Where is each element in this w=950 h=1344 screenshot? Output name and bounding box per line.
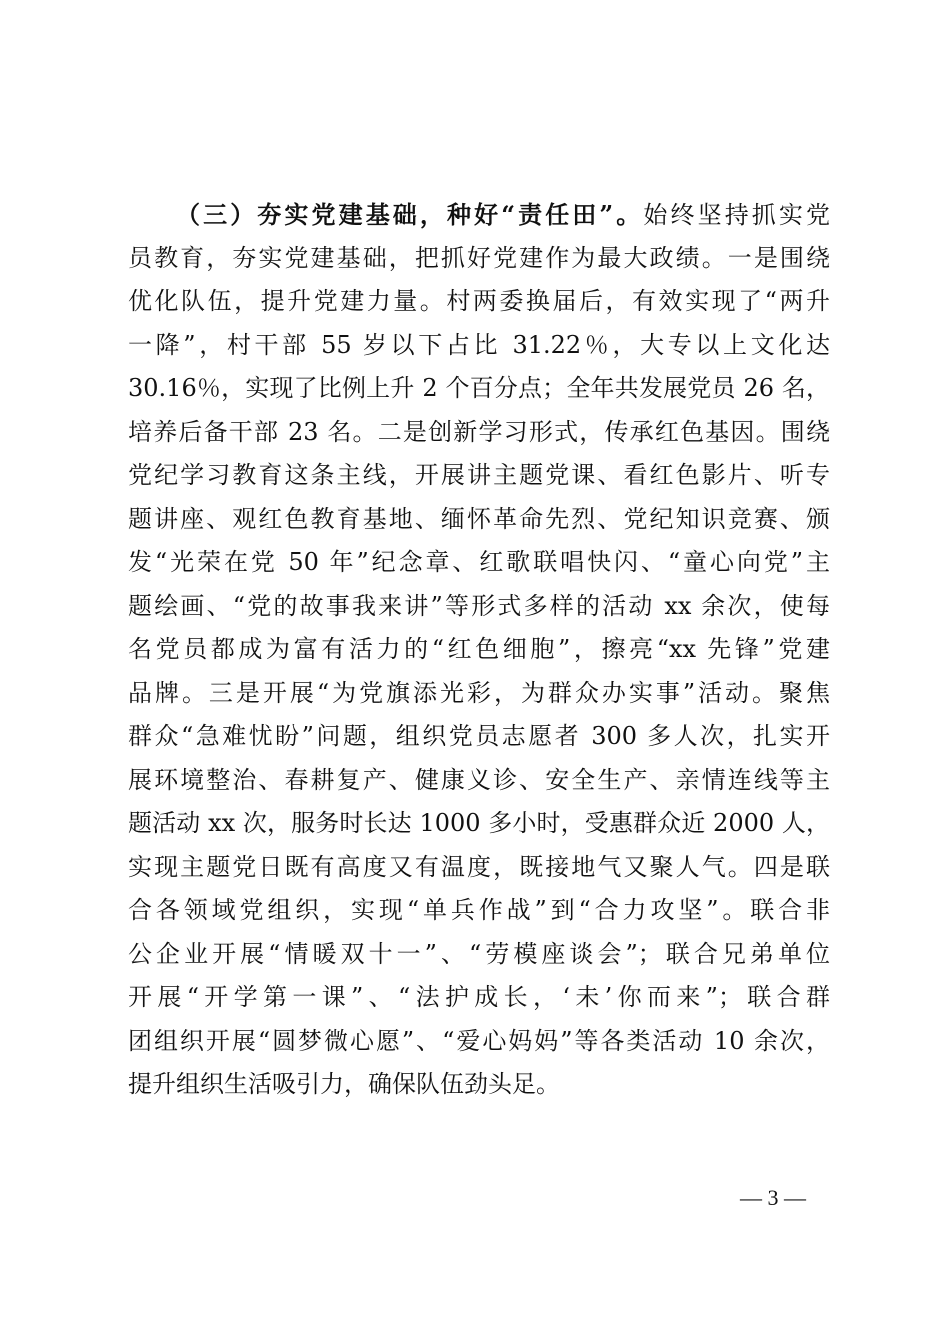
section-heading: （三）夯实党建基础，种好“责任田”。 <box>176 200 644 229</box>
paragraph-line: 展环境整治、春耕复产、健康义诊、安全生产、亲情连线等主 <box>128 765 830 794</box>
paragraph-line: 开展“开学第一课”、“法护成长，‘未’你而来”；联合群 <box>128 983 830 1011</box>
paragraph-line: 公企业开展“情暖双十一”、“劳模座谈会”；联合兄弟单位 <box>128 939 830 968</box>
page-number: — 3 — <box>740 1185 806 1210</box>
line-text: 始终坚持抓实党 <box>643 201 831 229</box>
paragraph-line: 30.16％，实现了比例上升 2 个百分点；全年共发展党员 26 名， <box>128 374 830 402</box>
paragraph-line: 提升组织生活吸引力，确保队伍劲头足。 <box>128 1070 560 1098</box>
paragraph-line: 发“光荣在党 50 年”纪念章、红歌联唱快闪、“童心向党”主 <box>128 548 830 576</box>
paragraph-line: 党纪学习教育这条主线，开展讲主题党课、看红色影片、听专 <box>128 461 830 489</box>
paragraph-line: 员教育，夯实党建基础，把抓好党建作为最大政绩。一是围绕 <box>128 243 830 272</box>
paragraph-line: 题活动 xx 次，服务时长达 1000 多小时，受惠群众近 2000 人， <box>128 809 830 837</box>
paragraph-line <box>128 193 830 237</box>
paragraph-line: 题讲座、观红色教育基地、缅怀革命先烈、党纪知识竞赛、颁 <box>128 504 830 533</box>
paragraph-line: 群众“急难忧盼”问题，组织党员志愿者 300 多人次，扎实开 <box>128 722 830 750</box>
paragraph-line: 品牌。三是开展“为党旗添光彩，为群众办实事”活动。聚焦 <box>128 678 830 707</box>
body-paragraph <box>128 193 830 1107</box>
paragraph-line: 名党员都成为富有活力的“红色细胞”，擦亮“xx 先锋”党建 <box>128 635 830 663</box>
paragraph-line: 合各领域党组织，实现“单兵作战”到“合力攻坚”。联合非 <box>128 896 830 924</box>
paragraph-line: 一降”，村干部 55 岁以下占比 31.22％，大专以上文化达 <box>128 330 830 359</box>
paragraph-line: 题绘画、“党的故事我来讲”等形式多样的活动 xx 余次，使每 <box>128 591 830 620</box>
paragraph-line: 优化队伍，提升党建力量。村两委换届后，有效实现了“两升 <box>128 287 830 315</box>
paragraph-line: 实现主题党日既有高度又有温度，既接地气又聚人气。四是联 <box>128 852 830 881</box>
paragraph-line: 培养后备干部 23 名。二是创新学习形式，传承红色基因。围绕 <box>128 417 830 446</box>
paragraph-line: 团组织开展“圆梦微心愿”、“爱心妈妈”等各类活动 10 余次， <box>128 1026 830 1055</box>
